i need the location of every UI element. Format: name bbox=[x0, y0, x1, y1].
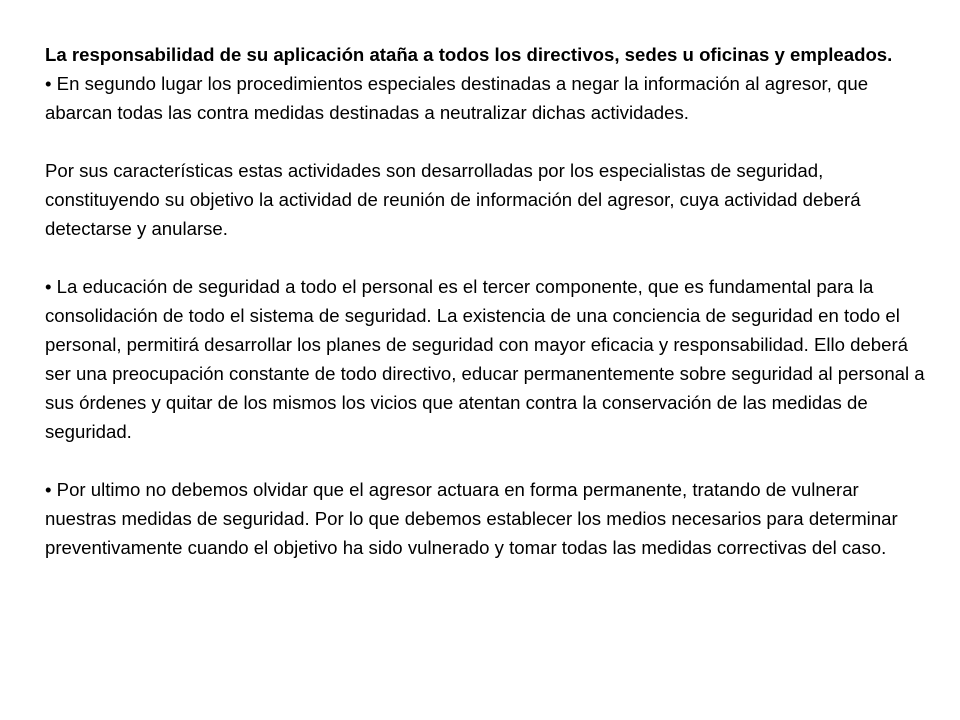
paragraph-gap bbox=[45, 127, 930, 156]
paragraph-gap bbox=[45, 446, 930, 475]
paragraph-intro: La responsabilidad de su aplicación ataña a todos los directivos, sedes u oficinas y empleados. bbox=[45, 44, 893, 65]
paragraph-gap bbox=[45, 243, 930, 272]
paragraph-characteristics: Por sus características estas actividades son desarrolladas por los especialistas de seguridad, constituyendo su objetivo la actividad de reunión de información del agresor, cuya actividad deberá detectarse y anularse. bbox=[45, 160, 861, 239]
paragraph-last-bullet: • Por ultimo no debemos olvidar que el agresor actuara en forma permanente, tratando de vulnerar nuestras medidas de seguridad. Por lo que debemos establecer los medios necesarios para determinar preventivamente cuando el objetivo ha sido vulnerado y tomar todas las medidas correctivas del caso. bbox=[45, 479, 898, 558]
paragraph-second-bullet: • En segundo lugar los procedimientos especiales destinadas a negar la información al agresor, que abarcan todas las contra medidas destinadas a neutralizar dichas actividades. bbox=[45, 73, 869, 123]
paragraph-education-bullet: • La educación de seguridad a todo el personal es el tercer componente, que es fundamental para la consolidación de todo el sistema de seguridad. La existencia de una conciencia de seguridad en todo el personal, permitirá desarrollar los planes de seguridad con mayor eficacia y responsabilidad. Ello deberá ser una preocupación constante de todo directivo, educar permanentemente sobre seguridad al personal a sus órdenes y quitar de los mismos los vicios que atentan contra la conservación de las medidas de seguridad. bbox=[45, 276, 925, 442]
